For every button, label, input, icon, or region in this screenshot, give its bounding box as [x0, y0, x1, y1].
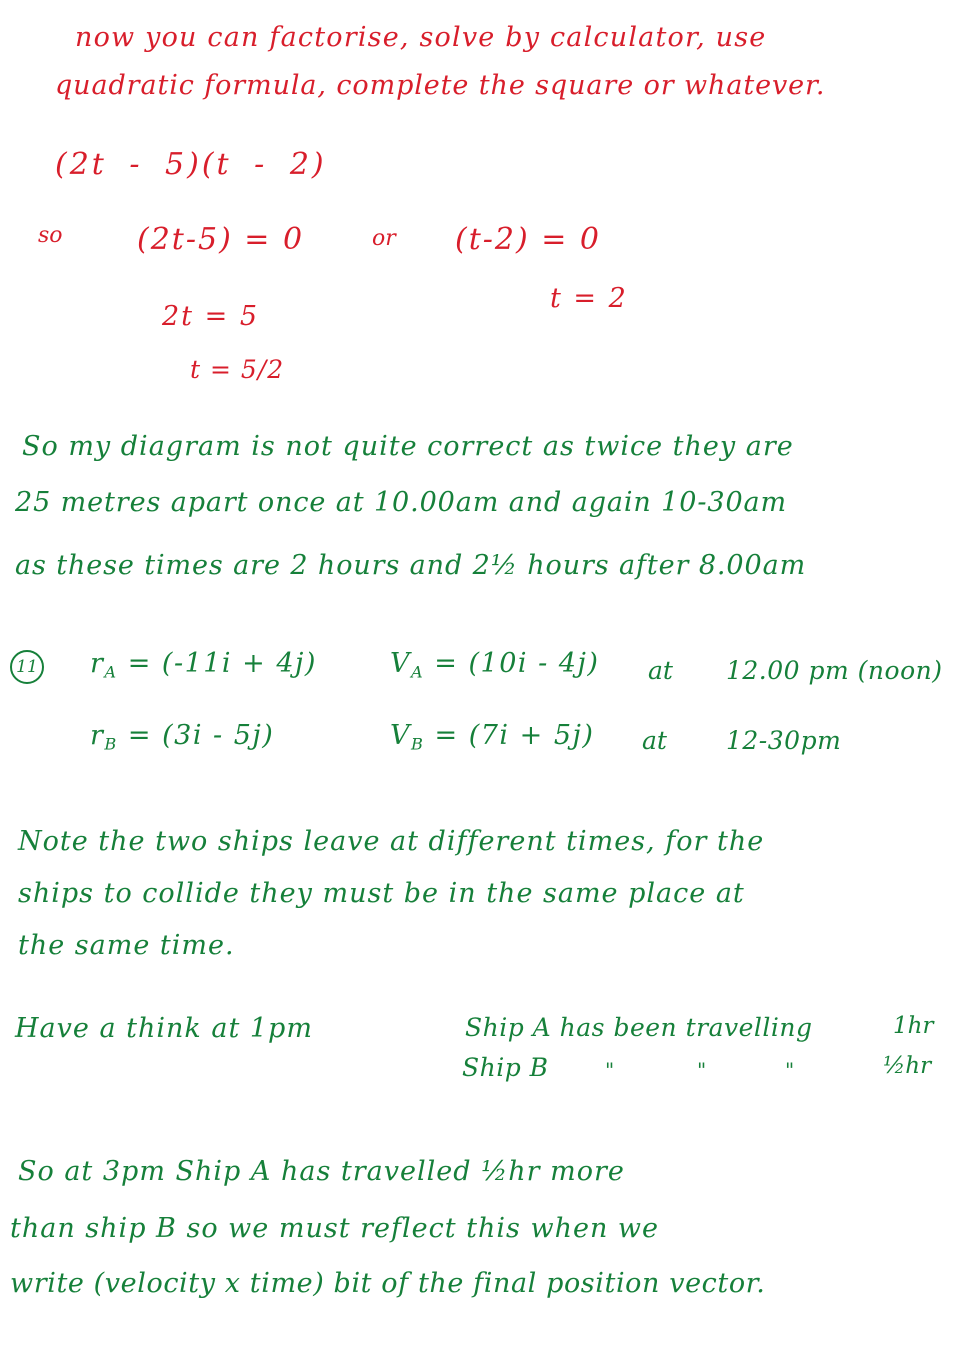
- r-b-value: = (3i - 5j): [117, 720, 275, 751]
- or-label: or: [372, 226, 396, 251]
- r-a-subscript: A: [104, 662, 118, 682]
- conclusion-line-2: 25 metres apart once at 10.00am and again 10-30am: [15, 487, 788, 518]
- ship-b-time: ½hr: [883, 1053, 932, 1079]
- conclusion-line-3: as these times are 2 hours and 2½ hours after 8.00am: [15, 550, 807, 581]
- ditto-mark-3: ": [785, 1058, 795, 1082]
- r-a-symbol: r: [90, 648, 105, 679]
- v-b-subscript: B: [411, 734, 425, 754]
- v-b-value: = (7i + 5j): [424, 720, 595, 751]
- time-b: 12-30pm: [726, 726, 842, 755]
- v-b-symbol: V: [390, 720, 411, 751]
- so-label: so: [38, 223, 63, 248]
- ditto-mark-2: ": [697, 1058, 707, 1082]
- velocity-vector-b: [390, 722, 594, 753]
- equation-a-result: t = 5/2: [190, 355, 285, 384]
- final-line-3: write (velocity x time) bit of the final position vector.: [10, 1268, 766, 1299]
- equation-a: (2t-5) = 0: [137, 222, 305, 257]
- v-a-subscript: A: [411, 662, 425, 682]
- factorised-expression: (2t - 5)(t - 2): [55, 147, 327, 182]
- position-vector-a: [90, 650, 317, 681]
- velocity-vector-a: [390, 650, 599, 681]
- equation-a-step: 2t = 5: [162, 301, 259, 332]
- equation-b-result: t = 2: [550, 283, 628, 314]
- equation-b: (t-2) = 0: [455, 222, 601, 257]
- final-line-2: than ship B so we must reflect this when we: [10, 1213, 660, 1244]
- v-a-value: = (10i - 4j): [424, 648, 600, 679]
- r-a-value: = (-11i + 4j): [117, 648, 317, 679]
- r-b-symbol: r: [90, 720, 105, 751]
- r-b-subscript: B: [104, 734, 118, 754]
- red-text-line-2: quadratic formula, complete the square or whatever.: [55, 70, 826, 101]
- red-text-line-1: now you can factorise, solve by calculator, use: [75, 22, 767, 53]
- at-label-a: at: [648, 656, 673, 685]
- time-a: 12.00 pm (noon): [726, 656, 943, 685]
- at-label-b: at: [642, 726, 667, 755]
- question-number-badge: 11: [10, 650, 44, 684]
- ship-a-travel: Ship A has been travelling: [465, 1013, 813, 1042]
- note-line-1: Note the two ships leave at different times, for the: [18, 826, 765, 857]
- conclusion-line-1: So my diagram is not quite correct as twice they are: [22, 431, 794, 462]
- v-a-symbol: V: [390, 648, 411, 679]
- think-prompt: Have a think at 1pm: [15, 1013, 313, 1044]
- note-line-2: ships to collide they must be in the same place at: [18, 878, 745, 909]
- position-vector-b: [90, 722, 274, 753]
- ditto-mark-1: ": [605, 1058, 615, 1082]
- final-line-1: So at 3pm Ship A has travelled ½hr more: [18, 1156, 625, 1187]
- ship-a-time: 1hr: [893, 1013, 934, 1039]
- note-line-3: the same time.: [18, 930, 235, 961]
- ship-b-label: Ship B: [462, 1053, 549, 1082]
